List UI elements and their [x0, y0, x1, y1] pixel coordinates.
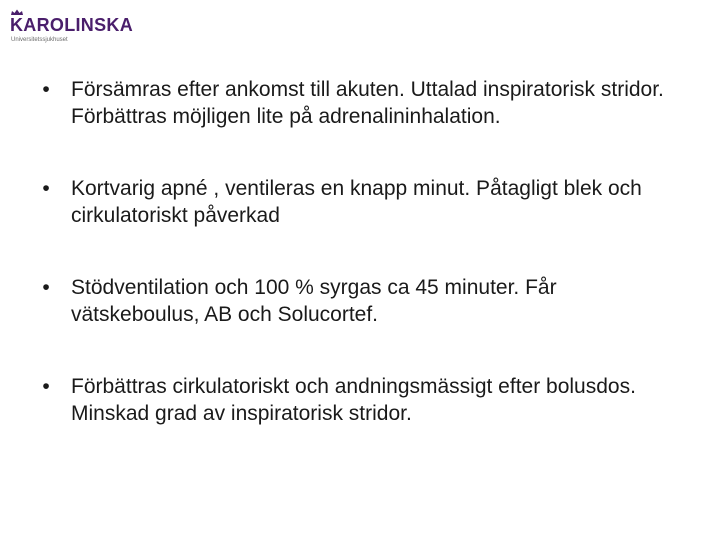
bullet-text: Försämras efter ankomst till akuten. Uttalad inspiratorisk stridor. Förbättras möjligen lite på adrenalininhalation.: [71, 78, 664, 128]
bullet-item: [40, 76, 690, 130]
bullet-list: [40, 76, 690, 472]
bullet-text: Stödventilation och 100 % syrgas ca 45 minuter. Får vätskeboulus, AB och Solucortef.: [71, 276, 557, 326]
bullet-text: Förbättras cirkulatoriskt och andningsmässigt efter bolusdos. Minskad grad av inspiratorisk stridor.: [71, 375, 636, 425]
bullet-text: Kortvarig apné , ventileras en knapp minut. Påtagligt blek och cirkulatoriskt påverkad: [71, 177, 642, 227]
bullet-marker: •: [42, 276, 50, 299]
logo-subtitle: Universitetssjukhuset: [11, 37, 68, 43]
bullet-marker: •: [42, 78, 50, 101]
bullet-marker: •: [42, 375, 50, 398]
karolinska-logo: [10, 9, 140, 43]
bullet-item: [40, 373, 690, 427]
bullet-item: [40, 274, 690, 328]
bullet-marker: •: [42, 177, 50, 200]
logo-name: KAROLINSKA: [10, 15, 133, 35]
bullet-item: [40, 175, 690, 229]
